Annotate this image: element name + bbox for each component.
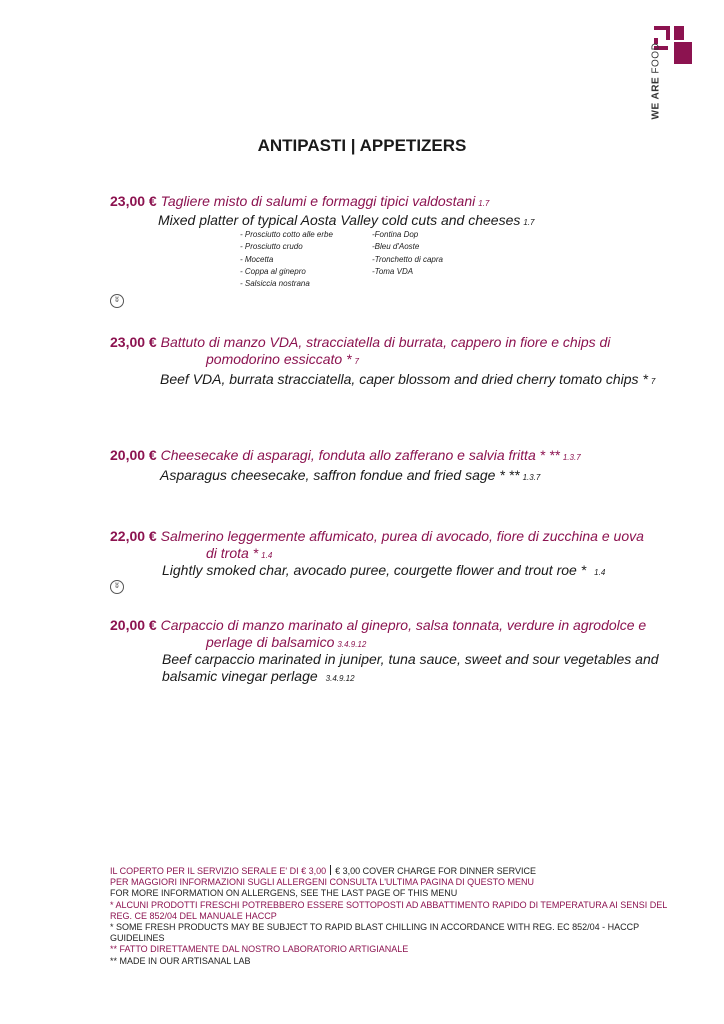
menu-item-it: 22,00 € Salmerino leggermente affumicato, purea di avocado, fiore di zucchina e uova (110, 528, 644, 544)
artisanal-icon: ʬ (110, 580, 124, 594)
artisanal-icon: ʬ (110, 294, 124, 308)
page-title: ANTIPASTI | APPETIZERS (257, 136, 467, 155)
brand-logo (648, 24, 696, 124)
menu-item-it: 23,00 € Tagliere misto di salumi e formaggi tipici valdostani 1.7 (110, 193, 490, 209)
menu-item-en: Beef VDA, burrata stracciatella, caper blossom and dried cherry tomato chips * 7 (160, 371, 656, 387)
menu-item-it: 20,00 € Carpaccio di manzo marinato al ginepro, salsa tonnata, verdure in agrodolce e (110, 617, 647, 633)
footer-notes: IL COPERTO PER IL SERVIZIO SERALE E' DI € 3,00 € 3,00 COVER CHARGE FOR DINNER SERVICE PER MAGGIORI INFORMAZIONI SUGLI ALLERGENI CONSULTA L'ULTIMA PAGINA DI QUESTO MENU FOR MORE INFORMATION ON ALLERGENS, SEE THE LAST PAGE OF THIS MENU * ALCUNI PRODOTTI FRESCHI POTREBBERO ESSERE SOTTOPOSTI AD ABBATTIMENTO RAPIDO DI TEMPERATURA AI SENSI DEL REG. CE 852/04 DEL MANUALE HACCP * SOME FRESH PRODUCTS MAY BE SUBJECT TO RAPID BLAST CHILLING IN ACCORDANCE WITH REG. EC 852/04 - HACCP GUIDELINES ** FATTO DIRETTAMENTE DAL NOSTRO LABORATORIO ARTIGIANALE ** MADE IN OUR ARTISANAL LAB (110, 866, 667, 966)
logo-text: WE ARE FOOD (650, 42, 662, 120)
menu-item-en: Asparagus cheesecake, saffron fondue and fried sage * ** 1.3.7 (160, 467, 541, 483)
menu-item-it-cont: perlage di balsamico 3.4.9.12 (206, 634, 367, 650)
sub-list-left: - Prosciutto cotto alle erbe - Prosciutto crudo - Mocetta - Coppa al ginepro - Salsiccia nostrana (240, 230, 333, 289)
menu-item-en: Lightly smoked char, avocado puree, courgette flower and trout roe * 1.4 (162, 562, 606, 578)
menu-item-it-cont: di trota * 1.4 (206, 545, 273, 561)
sub-list-right: -Fontina Dop -Bleu d'Aoste -Tronchetto di capra -Toma VDA (372, 230, 443, 276)
menu-item-it: 23,00 € Battuto di manzo VDA, stracciatella di burrata, cappero in fiore e chips di (110, 334, 611, 350)
menu-item-it: 20,00 € Cheesecake di asparagi, fonduta allo zafferano e salvia fritta * ** 1.3.7 (110, 447, 581, 463)
menu-item-en: Beef carpaccio marinated in juniper, tuna sauce, sweet and sour vegetables and (162, 651, 659, 667)
menu-item-en-cont: balsamic vinegar perlage 3.4.9.12 (162, 668, 355, 684)
menu-item-en: Mixed platter of typical Aosta Valley cold cuts and cheeses 1.7 (158, 212, 535, 228)
menu-item-it-cont: pomodorino essiccato * 7 (206, 351, 359, 367)
